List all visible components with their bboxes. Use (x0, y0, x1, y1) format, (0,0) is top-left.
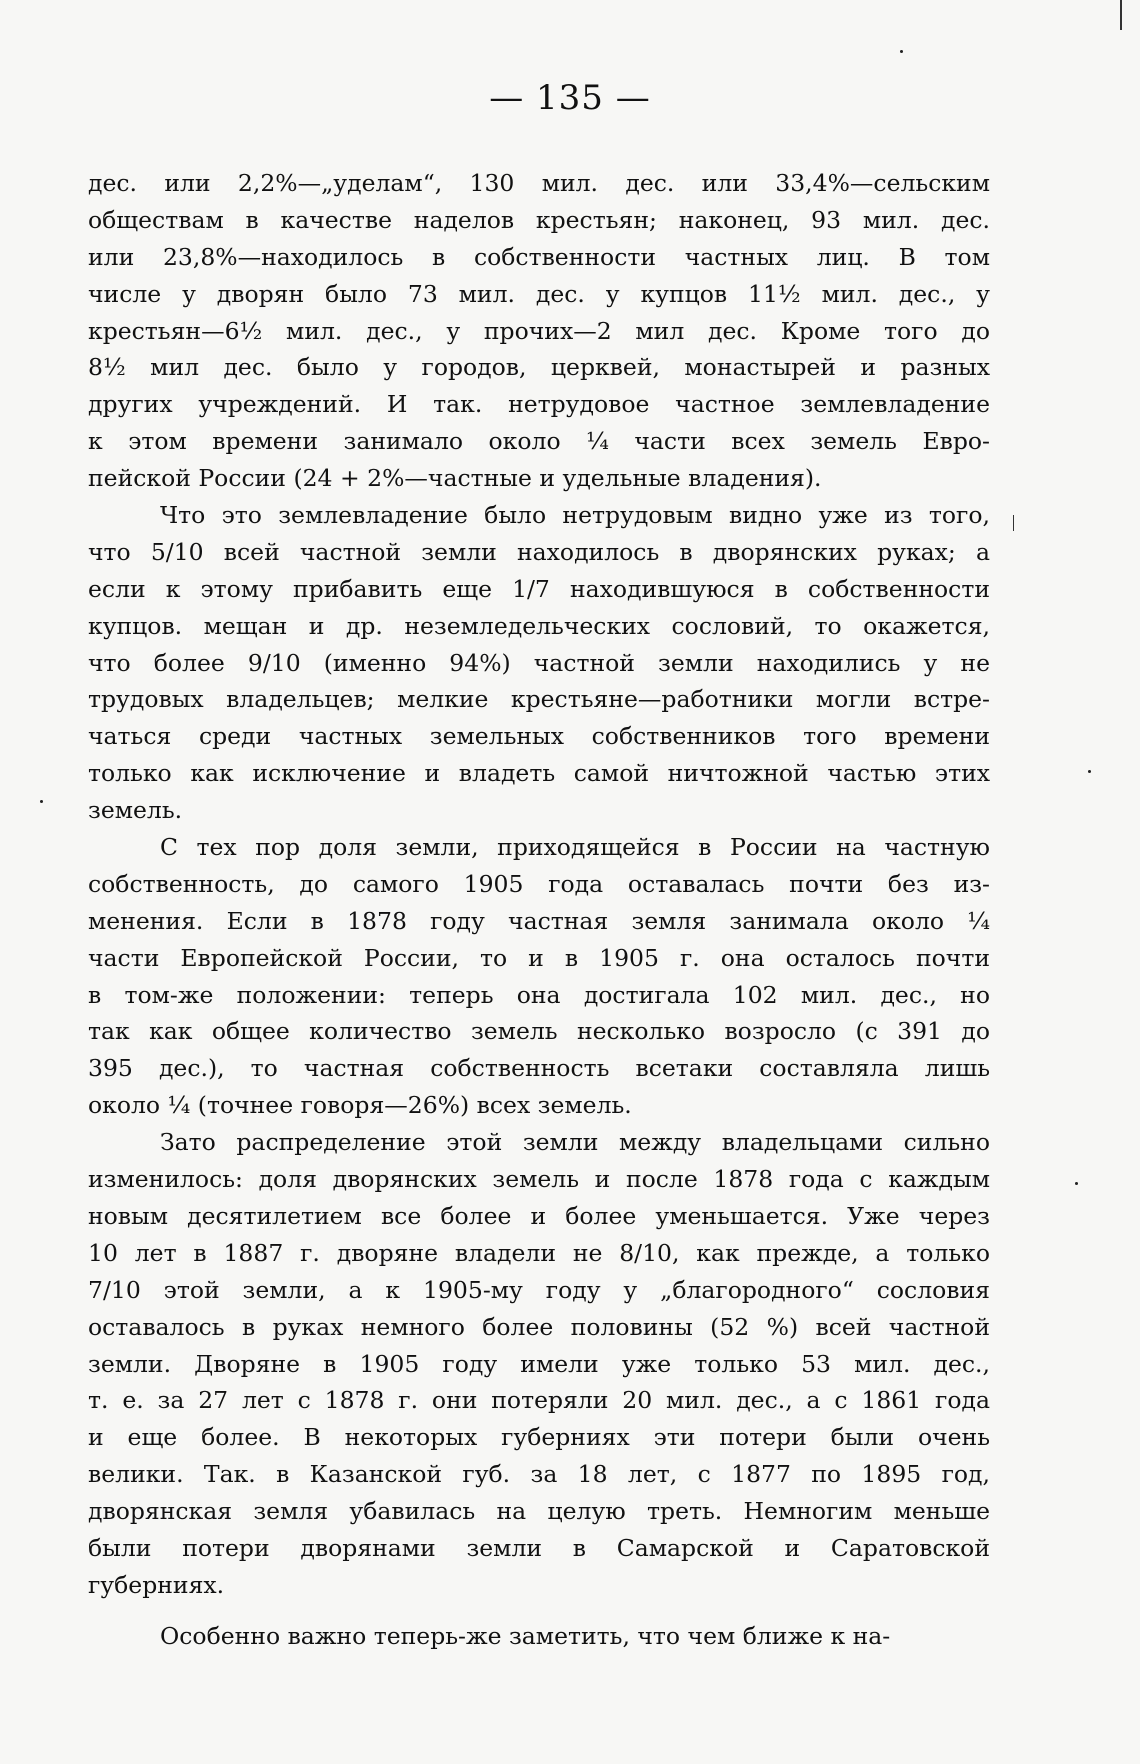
scan-artifact-line (1013, 515, 1014, 531)
text-line: Что это землевладение было нетрудовым видно уже из того, (160, 501, 990, 530)
text-line: Зато распределение этой земли между владельцами сильно (160, 1128, 990, 1157)
paragraph (88, 165, 990, 497)
text-line: чаться среди частных земельных собственников того времени (88, 722, 990, 751)
text-line: что 5/10 всей частной земли находилось в дворянских руках; а (88, 537, 990, 566)
text-line: или 23,8%—находилось в собственности частных лиц. В том (88, 242, 990, 271)
text-line: купцов. мещан и др. неземледельческих сословий, то окажется, (88, 611, 990, 640)
paragraph (88, 497, 990, 829)
text-line: губерниях. (88, 1570, 225, 1599)
text-line: менения. Если в 1878 году частная земля занимала около ¼ (88, 906, 990, 935)
text-line: дес. или 2,2%—„уделам“, 130 мил. дес. или 33,4%—сельским (88, 169, 990, 197)
text-line: 7/10 этой земли, а к 1905-му году у „благородного“ сословия (88, 1275, 990, 1304)
text-line: земли. Дворяне в 1905 году имели уже только 53 мил. дес., (88, 1349, 990, 1378)
text-line: 8½ мил дес. было у городов, церквей, монастырей и разных (88, 353, 990, 382)
text-line: только как исключение и владеть самой ничтожной частью этих (88, 759, 990, 788)
text-line: дворянская земля убавилась на целую треть. Немногим меньше (88, 1497, 990, 1526)
scan-speck (40, 800, 43, 803)
text-line: трудовых владельцев; мелкие крестьяне—работники могли встре- (88, 685, 990, 714)
text-line: крестьян—6½ мил. дес., у прочих—2 мил дес. Кроме того до (88, 316, 990, 345)
paragraph (88, 1618, 990, 1655)
text-line: числе у дворян было 73 мил. дес. у купцов 11½ мил. дес., у (88, 279, 990, 308)
text-line: так как общее количество земель несколько возросло (с 391 до (88, 1017, 990, 1046)
text-line: оставалось в руках немного более половины (52 %) всей частной (88, 1312, 990, 1341)
text-line: части Европейской России, то и в 1905 г. она осталось почти (88, 943, 990, 972)
text-line: С тех пор доля земли, приходящейся в России на частную (160, 833, 990, 862)
text-line: изменилось: доля дворянских земель и после 1878 года с каждым (88, 1165, 990, 1194)
text-line: 10 лет в 1887 г. дворяне владели не 8/10, как прежде, а только (88, 1238, 990, 1267)
text-line: и еще более. В некоторых губерниях эти потери были очень (88, 1423, 990, 1452)
text-line: т. е. за 27 лет с 1878 г. они потеряли 20 мил. дес., а с 1861 года (88, 1386, 990, 1415)
page-number: — 135 — (489, 78, 651, 118)
text-line: обществам в качестве наделов крестьян; наконец, 93 мил. дес. (88, 205, 990, 234)
text-line: около ¼ (точнее говоря—26%) всех земель. (88, 1091, 632, 1120)
text-line: к этом времени занимало около ¼ части всех земель Евро- (88, 427, 990, 456)
paragraph (88, 1124, 990, 1604)
text-line: были потери дворянами земли в Самарской и Саратовской (88, 1533, 990, 1562)
text-line: если к этому прибавить еще 1/7 находившуюся в собственности (88, 574, 990, 603)
scan-artifact-line (1120, 0, 1122, 30)
text-line: новым десятилетием все более и более уменьшается. Уже через (88, 1201, 990, 1230)
text-line: в том-же положении: теперь она достигала 102 мил. дес., но (88, 980, 990, 1009)
text-line: велики. Так. в Казанской губ. за 18 лет, с 1877 по 1895 год, (88, 1460, 990, 1489)
text-line: Особенно важно теперь-же заметить, что чем ближе к на- (160, 1621, 891, 1650)
scan-speck (1075, 1182, 1078, 1185)
text-line: пейской России (24 + 2%—частные и удельные владения). (88, 464, 822, 493)
text-line: собственность, до самого 1905 года оставалась почти без из- (88, 869, 990, 898)
scan-speck (900, 50, 903, 53)
text-line: 395 дес.), то частная собственность всетаки составляла лишь (88, 1054, 990, 1083)
body-text (88, 165, 990, 1655)
scan-speck (1088, 770, 1091, 773)
text-line: что более 9/10 (именно 94%) частной земли находились у не (88, 648, 990, 677)
text-line: земель. (88, 796, 183, 825)
paragraph (88, 829, 990, 1124)
paragraph-gap (88, 1604, 990, 1618)
text-line: других учреждений. И так. нетрудовое частное землевладение (88, 390, 990, 419)
